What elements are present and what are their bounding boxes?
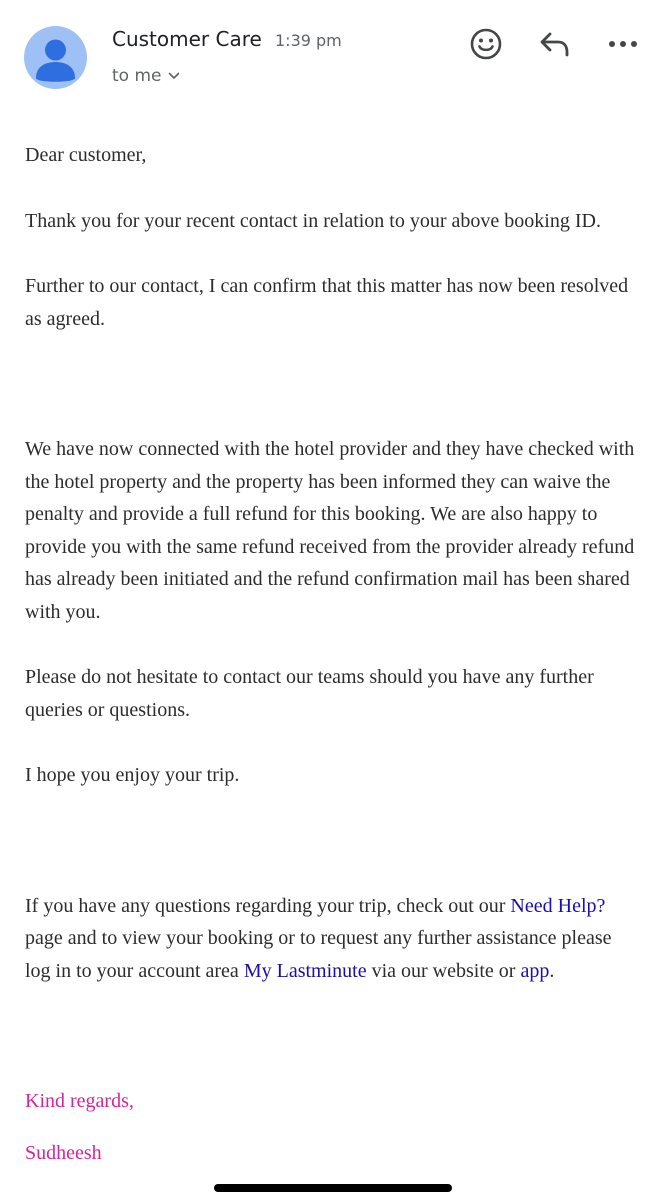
paragraph-contact: Please do not hesitate to contact our teams should you have any further queries or questions. [25,666,594,721]
my-lastminute-link[interactable]: My Lastminute [243,959,367,982]
paragraph-thanks: Thank you for your recent contact in relation to your above booking ID. [25,209,601,232]
email-header [0,0,666,110]
need-help-link[interactable]: Need Help? [510,894,606,917]
paragraph-enjoy-trip: I hope you enjoy your trip. [25,764,240,786]
recipient-label: to me [112,66,162,86]
home-indicator[interactable] [214,1184,452,1192]
sender-name: Customer Care [112,27,262,51]
paragraph-confirmation: Further to our contact, I can confirm that this matter has now been resolved as agreed. [25,275,629,330]
smiley-icon [469,27,503,61]
signoff: Kind regards, [25,1090,134,1112]
paragraph-refund-details: We have now connected with the hotel provider and they have checked with the hotel property and the property has been informed they can waive the penalty and provide a full refund for this booking. We are also happy to provide you with the same refund received from the provider already refund has already been initiated and the refund confirmation mail has been shared with you. [25,438,635,623]
sender-avatar[interactable] [24,26,87,89]
person-icon [24,26,87,89]
paragraph-help [25,890,637,988]
reply-button[interactable] [535,24,575,64]
sent-time: 1:39 pm [275,31,342,50]
more-horizontal-icon [608,39,638,49]
chevron-down-icon [168,72,180,80]
react-emoji-button[interactable] [466,24,506,64]
help-text-3: via our website or [366,959,521,982]
help-text-4: . [549,959,555,982]
greeting: Dear customer, [25,144,147,166]
email-body [25,139,637,1169]
help-text-2: page and to view your booking or to request any further assistance please log in to your account area [25,927,612,982]
signature: Sudheesh [25,1141,102,1164]
reply-icon [538,29,572,59]
recipient-toggle[interactable] [112,66,180,86]
app-link[interactable]: app [520,959,550,982]
more-options-button[interactable] [603,24,643,64]
help-text-1: If you have any questions regarding your trip, check out our [25,894,511,917]
